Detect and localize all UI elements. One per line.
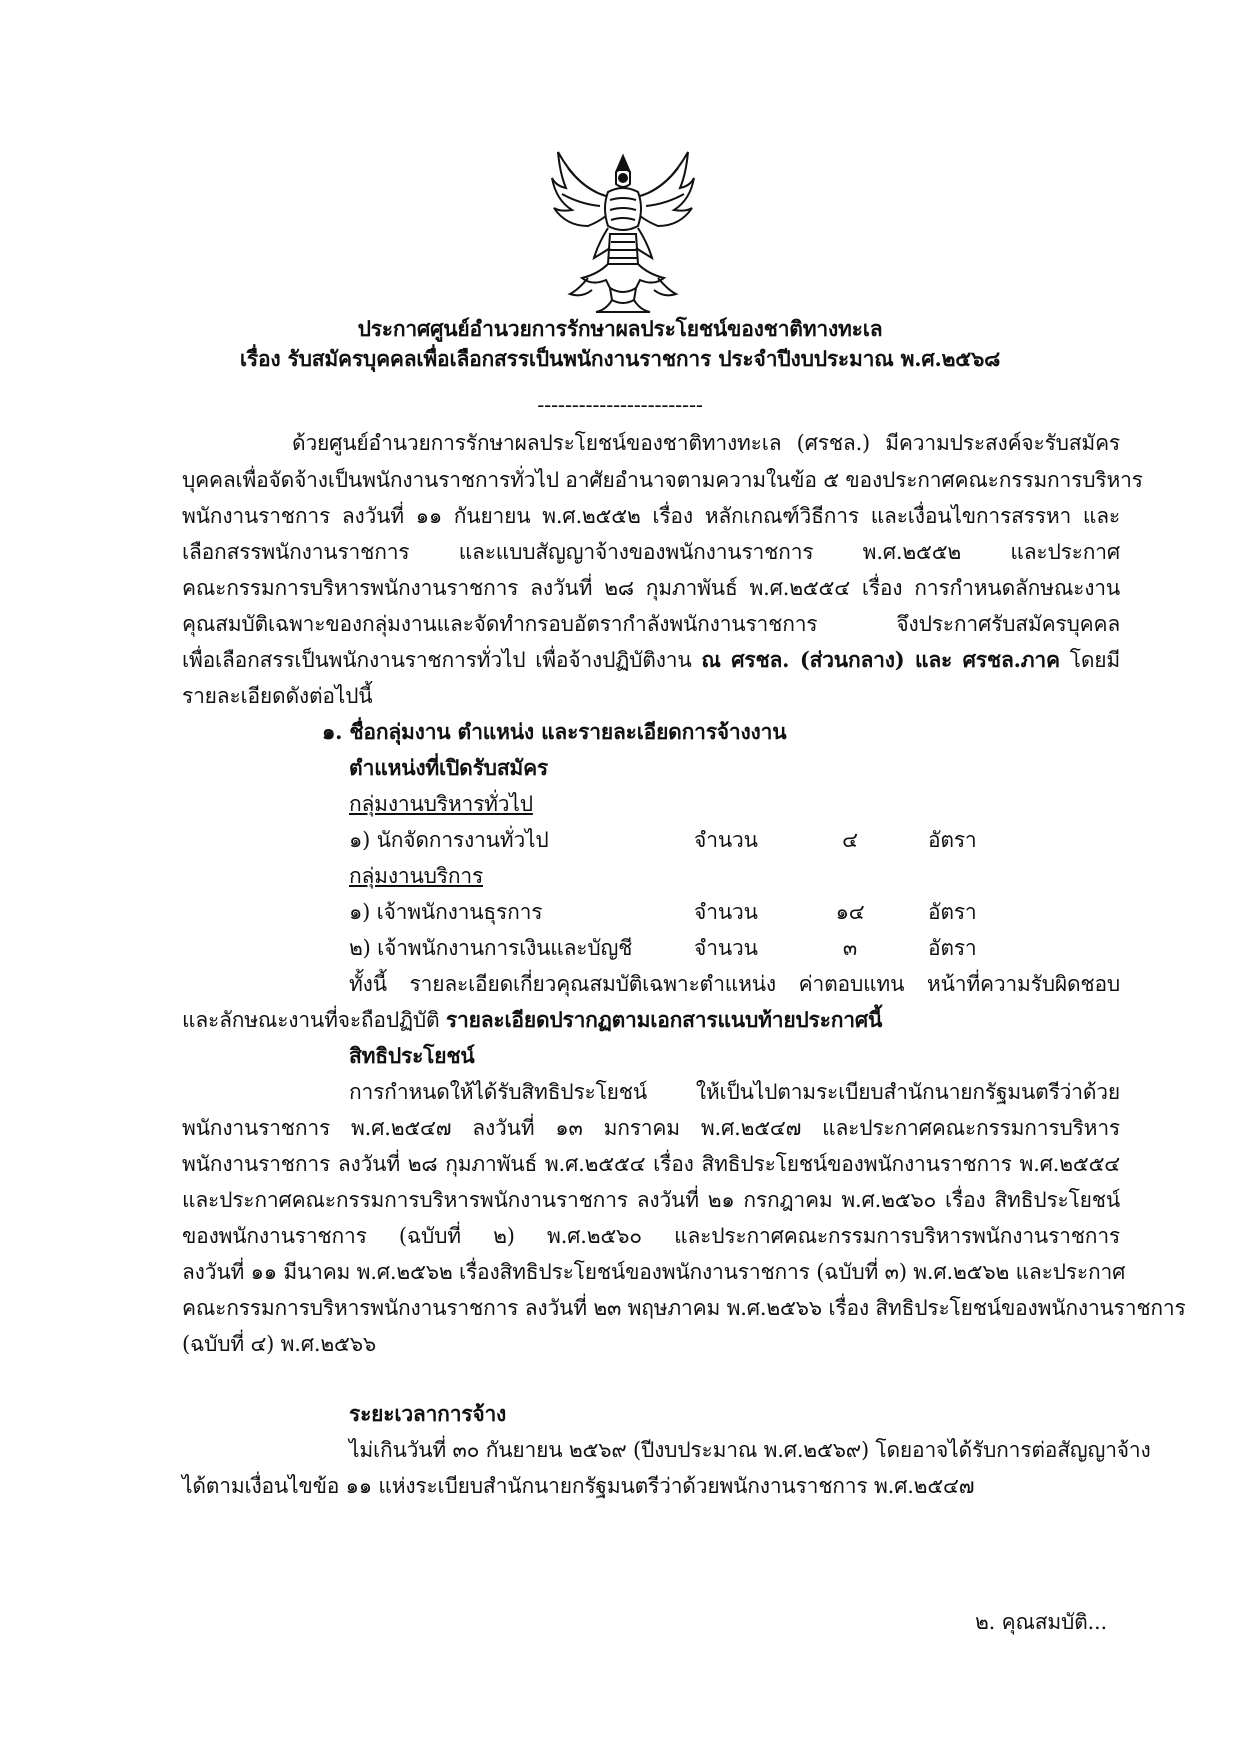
position-count: ๔	[842, 828, 858, 852]
garuda-emblem-icon	[548, 148, 698, 318]
intro-line: บุคคลเพื่อจัดจ้างเป็นพนักงานราชการทั่วไป อาศัยอำนาจตามความในข้อ ๕ ของประกาศคณะกรรมการบริหาร	[182, 468, 1143, 492]
benefits-line: (ฉบับที่ ๔) พ.ศ.๒๕๖๖	[182, 1332, 376, 1356]
intro-line: ด้วยศูนย์อำนวยการรักษาผลประโยชน์ของชาติทางทะเล (ศรชล.) มีความประสงค์จะรับสมัคร	[292, 431, 1120, 455]
count-unit: อัตรา	[928, 936, 977, 960]
section-heading: ๑. ชื่อกลุ่มงาน ตำแหน่ง และรายละเอียดการจ้างงาน	[322, 719, 787, 744]
employment-period-heading: ระยะเวลาการจ้าง	[349, 1401, 507, 1426]
intro-line: คุณสมบัติเฉพาะของกลุ่มงานและจัดทำกรอบอัตรากำลังพนักงานราชการ จึงประกาศรับสมัครบุคคล	[182, 612, 1120, 636]
benefits-line: คณะกรรมการบริหารพนักงานราชการ ลงวันที่ ๒๓ พฤษภาคม พ.ศ.๒๕๖๖ เรื่อง สิทธิประโยชน์ของพนักงานราชการ	[182, 1296, 1186, 1320]
benefits-line: พนักงานราชการ พ.ศ.๒๕๔๗ ลงวันที่ ๑๓ มกราคม พ.ศ.๒๕๔๗ และประกาศคณะกรรมการบริหาร	[182, 1116, 1120, 1140]
title-divider: ------------------------	[537, 393, 703, 417]
position-name: ๑) นักจัดการงานทั่วไป	[349, 828, 549, 852]
count-label: จำนวน	[694, 936, 758, 960]
note-line: และลักษณะงานที่จะถือปฏิบัติ รายละเอียดปรากฏตามเอกสารแนบท้ายประกาศนี้	[182, 1007, 883, 1032]
employment-period-line: ได้ตามเงื่อนไขข้อ ๑๑ แห่งระเบียบสำนักนายกรัฐมนตรีว่าด้วยพนักงานราชการ พ.ศ.๒๕๔๗	[182, 1474, 975, 1498]
continuation-note: ๒. คุณสมบัติ...	[975, 1610, 1107, 1634]
position-name: ๒) เจ้าพนักงานการเงินและบัญชี	[349, 936, 633, 960]
section-subheading: ตำแหน่งที่เปิดรับสมัคร	[349, 755, 549, 780]
intro-line: พนักงานราชการ ลงวันที่ ๑๑ กันยายน พ.ศ.๒๕๕๒ เรื่อง หลักเกณฑ์วิธีการ และเงื่อนไขการสรรหา และ	[182, 504, 1120, 528]
position-count: ๑๔	[835, 900, 865, 924]
job-group-name: กลุ่มงานบริการ	[349, 864, 484, 888]
position-name: ๑) เจ้าพนักงานธุรการ	[349, 900, 543, 924]
count-unit: อัตรา	[928, 900, 977, 924]
position-count: ๓	[842, 936, 858, 960]
benefits-line: ของพนักงานราชการ (ฉบับที่ ๒) พ.ศ.๒๕๖๐ และประกาศคณะกรรมการบริหารพนักงานราชการ	[182, 1224, 1120, 1248]
benefits-heading: สิทธิประโยชน์	[349, 1043, 475, 1068]
note-line: ทั้งนี้ รายละเอียดเกี่ยวคุณสมบัติเฉพาะตำแหน่ง ค่าตอบแทน หน้าที่ความรับผิดชอบ	[349, 972, 1120, 996]
announcement-title: ประกาศศูนย์อำนวยการรักษาผลประโยชน์ของชาติทางทะเล	[357, 316, 883, 341]
benefits-line: ลงวันที่ ๑๑ มีนาคม พ.ศ.๒๕๖๒ เรื่องสิทธิประโยชน์ของพนักงานราชการ (ฉบับที่ ๓) พ.ศ.๒๕๖๒ และประกาศ	[182, 1260, 1126, 1284]
intro-line: คณะกรรมการบริหารพนักงานราชการ ลงวันที่ ๒๘ กุมภาพันธ์ พ.ศ.๒๕๕๔ เรื่อง การกำหนดลักษณะงาน	[182, 576, 1120, 600]
benefits-line: และประกาศคณะกรรมการบริหารพนักงานราชการ ลงวันที่ ๒๑ กรกฎาคม พ.ศ.๒๕๖๐ เรื่อง สิทธิประโยชน์	[182, 1188, 1120, 1212]
count-unit: อัตรา	[928, 828, 977, 852]
announcement-subject: เรื่อง รับสมัครบุคคลเพื่อเลือกสรรเป็นพนักงานราชการ ประจำปีงบประมาณ พ.ศ.๒๕๖๘	[239, 346, 1001, 371]
intro-line: เลือกสรรพนักงานราชการ และแบบสัญญาจ้างของพนักงานราชการ พ.ศ.๒๕๕๒ และประกาศ	[182, 540, 1120, 564]
benefits-line: การกำหนดให้ได้รับสิทธิประโยชน์ ให้เป็นไปตามระเบียบสำนักนายกรัฐมนตรีว่าด้วย	[349, 1080, 1120, 1104]
employment-period-line: ไม่เกินวันที่ ๓๐ กันยายน ๒๕๖๙ (ปีงบประมาณ พ.ศ.๒๕๖๙) โดยอาจได้รับการต่อสัญญาจ้าง	[349, 1438, 1151, 1462]
job-group-name: กลุ่มงานบริหารทั่วไป	[349, 792, 533, 816]
count-label: จำนวน	[694, 900, 758, 924]
intro-line: รายละเอียดดังต่อไปนี้	[182, 684, 373, 708]
count-label: จำนวน	[694, 828, 758, 852]
intro-line: เพื่อเลือกสรรเป็นพนักงานราชการทั่วไป เพื่อจ้างปฏิบัติงาน ณ ศรชล. (ส่วนกลาง) และ ศรชล.ภาค โดยมี	[182, 647, 1120, 672]
benefits-line: พนักงานราชการ ลงวันที่ ๒๘ กุมภาพันธ์ พ.ศ.๒๕๕๔ เรื่อง สิทธิประโยชน์ของพนักงานราชการ พ.ศ.๒๕๕๔	[182, 1152, 1120, 1176]
